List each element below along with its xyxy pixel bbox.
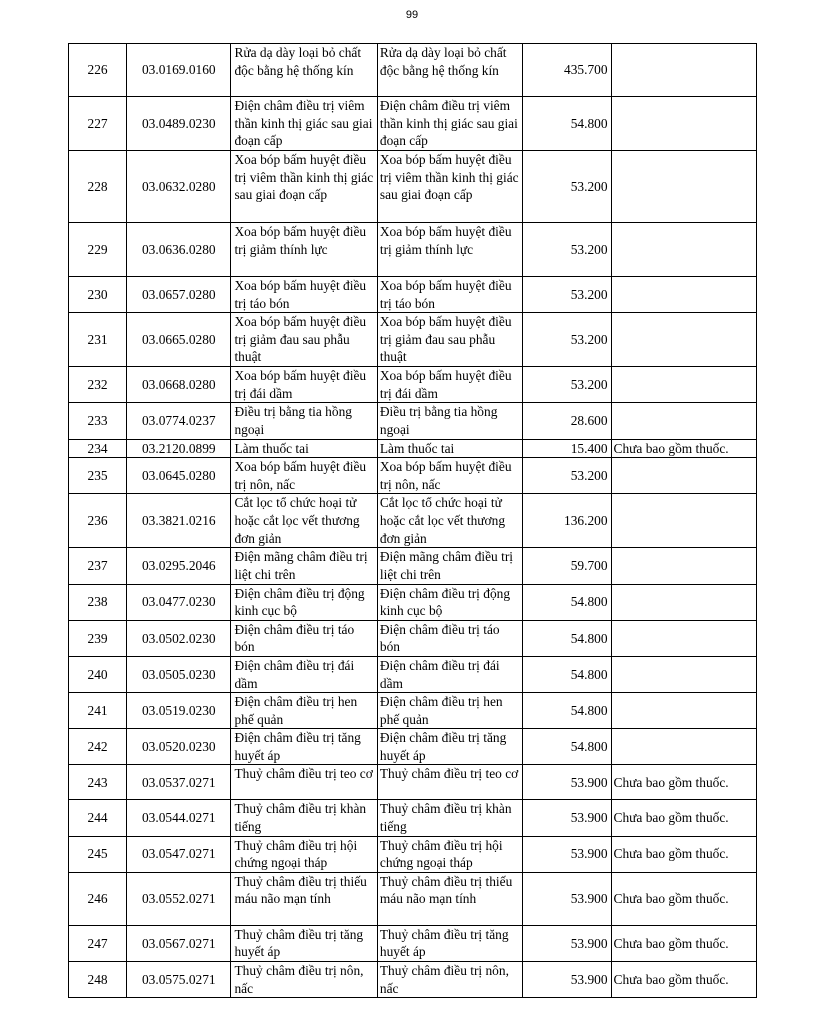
service-code-cell: 03.0774.0237 <box>127 403 231 439</box>
table-row <box>69 44 757 97</box>
row-number-cell: 242 <box>69 729 127 765</box>
note-cell <box>611 620 756 656</box>
table-row <box>69 439 757 458</box>
service-code-cell: 03.0295.2046 <box>127 548 231 584</box>
note-cell <box>611 494 756 548</box>
price-cell: 53.900 <box>523 836 611 872</box>
service-code-cell: 03.0636.0280 <box>127 223 231 277</box>
service-name-approved-cell: Xoa bóp bấm huyệt điều trị viêm thần kinh thị giác sau giai đoạn cấp <box>377 151 522 223</box>
note-cell <box>611 693 756 729</box>
table-row <box>69 693 757 729</box>
table-row <box>69 729 757 765</box>
note-cell: Chưa bao gồm thuốc. <box>611 962 756 998</box>
price-cell: 53.200 <box>523 367 611 403</box>
price-cell: 53.900 <box>523 872 611 925</box>
row-number-cell: 236 <box>69 494 127 548</box>
note-cell <box>611 277 756 313</box>
price-cell: 53.200 <box>523 313 611 367</box>
service-name-cell: Điện châm điều trị viêm thần kinh thị giác sau giai đoạn cấp <box>231 97 377 151</box>
row-number-cell: 243 <box>69 765 127 800</box>
table-row <box>69 494 757 548</box>
row-number-cell: 233 <box>69 403 127 439</box>
table-row <box>69 962 757 998</box>
service-code-cell: 03.2120.0899 <box>127 439 231 458</box>
service-name-approved-cell: Rửa dạ dày loại bỏ chất độc bằng hệ thống kín <box>377 44 522 97</box>
table-row <box>69 872 757 925</box>
price-cell: 54.800 <box>523 729 611 765</box>
table-row <box>69 620 757 656</box>
row-number-cell: 239 <box>69 620 127 656</box>
table-row <box>69 656 757 692</box>
service-name-cell: Xoa bóp bấm huyệt điều trị giảm thính lực <box>231 223 377 277</box>
service-code-cell: 03.0668.0280 <box>127 367 231 403</box>
row-number-cell: 240 <box>69 656 127 692</box>
table-row <box>69 367 757 403</box>
service-name-cell: Xoa bóp bấm huyệt điều trị viêm thần kinh thị giác sau giai đoạn cấp <box>231 151 377 223</box>
service-name-cell: Làm thuốc tai <box>231 439 377 458</box>
note-cell <box>611 584 756 620</box>
row-number-cell: 248 <box>69 962 127 998</box>
price-cell: 53.200 <box>523 458 611 494</box>
service-name-cell: Điều trị bằng tia hồng ngoại <box>231 403 377 439</box>
note-cell: Chưa bao gồm thuốc. <box>611 765 756 800</box>
price-cell: 136.200 <box>523 494 611 548</box>
service-name-approved-cell: Cắt lọc tổ chức hoại tử hoặc cắt lọc vết thương đơn giản <box>377 494 522 548</box>
service-code-cell: 03.3821.0216 <box>127 494 231 548</box>
row-number-cell: 241 <box>69 693 127 729</box>
note-cell <box>611 223 756 277</box>
note-cell <box>611 313 756 367</box>
service-name-approved-cell: Thuỷ châm điều trị thiếu máu não mạn tính <box>377 872 522 925</box>
service-name-approved-cell: Thuỷ châm điều trị hội chứng ngoại tháp <box>377 836 522 872</box>
row-number-cell: 228 <box>69 151 127 223</box>
price-table-body <box>69 44 757 998</box>
note-cell: Chưa bao gồm thuốc. <box>611 800 756 836</box>
service-name-cell: Thuỷ châm điều trị tăng huyết áp <box>231 925 377 961</box>
row-number-cell: 238 <box>69 584 127 620</box>
price-cell: 15.400 <box>523 439 611 458</box>
table-row <box>69 458 757 494</box>
row-number-cell: 226 <box>69 44 127 97</box>
service-name-approved-cell: Thuỷ châm điều trị nôn, nấc <box>377 962 522 998</box>
row-number-cell: 229 <box>69 223 127 277</box>
table-row <box>69 925 757 961</box>
page-number: 99 <box>405 9 419 21</box>
service-name-cell: Xoa bóp bấm huyệt điều trị đái dầm <box>231 367 377 403</box>
service-name-cell: Điện châm điều trị hen phế quản <box>231 693 377 729</box>
service-name-approved-cell: Thuỷ châm điều trị khàn tiếng <box>377 800 522 836</box>
table-row <box>69 313 757 367</box>
service-code-cell: 03.0544.0271 <box>127 800 231 836</box>
price-cell: 53.900 <box>523 765 611 800</box>
note-cell: Chưa bao gồm thuốc. <box>611 836 756 872</box>
row-number-cell: 231 <box>69 313 127 367</box>
service-name-cell: Điện châm điều trị táo bón <box>231 620 377 656</box>
service-name-approved-cell: Điện mãng châm điều trị liệt chi trên <box>377 548 522 584</box>
service-code-cell: 03.0519.0230 <box>127 693 231 729</box>
price-cell: 53.900 <box>523 800 611 836</box>
price-cell: 54.800 <box>523 656 611 692</box>
price-cell: 59.700 <box>523 548 611 584</box>
service-name-cell: Xoa bóp bấm huyệt điều trị giảm đau sau phẫu thuật <box>231 313 377 367</box>
service-name-approved-cell: Điện châm điều trị tăng huyết áp <box>377 729 522 765</box>
note-cell <box>611 458 756 494</box>
row-number-cell: 232 <box>69 367 127 403</box>
service-name-approved-cell: Điện châm điều trị hen phế quản <box>377 693 522 729</box>
table-row <box>69 836 757 872</box>
price-cell: 53.900 <box>523 925 611 961</box>
row-number-cell: 237 <box>69 548 127 584</box>
service-code-cell: 03.0632.0280 <box>127 151 231 223</box>
row-number-cell: 234 <box>69 439 127 458</box>
price-cell: 54.800 <box>523 584 611 620</box>
service-name-approved-cell: Điện châm điều trị động kinh cục bộ <box>377 584 522 620</box>
note-cell: Chưa bao gồm thuốc. <box>611 925 756 961</box>
service-code-cell: 03.0645.0280 <box>127 458 231 494</box>
row-number-cell: 246 <box>69 872 127 925</box>
service-code-cell: 03.0169.0160 <box>127 44 231 97</box>
note-cell <box>611 403 756 439</box>
table-row <box>69 223 757 277</box>
service-name-cell: Điện châm điều trị động kinh cục bộ <box>231 584 377 620</box>
service-name-cell: Thuỷ châm điều trị teo cơ <box>231 765 377 800</box>
service-name-approved-cell: Xoa bóp bấm huyệt điều trị giảm đau sau phẫu thuật <box>377 313 522 367</box>
service-name-approved-cell: Điều trị bằng tia hồng ngoại <box>377 403 522 439</box>
price-cell: 53.200 <box>523 223 611 277</box>
service-name-cell: Điện châm điều trị tăng huyết áp <box>231 729 377 765</box>
price-cell: 54.800 <box>523 693 611 729</box>
service-name-approved-cell: Xoa bóp bấm huyệt điều trị giảm thính lực <box>377 223 522 277</box>
service-name-approved-cell: Thuỷ châm điều trị teo cơ <box>377 765 522 800</box>
table-row <box>69 97 757 151</box>
note-cell <box>611 656 756 692</box>
note-cell <box>611 548 756 584</box>
service-name-approved-cell: Thuỷ châm điều trị tăng huyết áp <box>377 925 522 961</box>
note-cell <box>611 44 756 97</box>
service-name-cell: Thuỷ châm điều trị nôn, nấc <box>231 962 377 998</box>
service-name-cell: Điện mãng châm điều trị liệt chi trên <box>231 548 377 584</box>
note-cell <box>611 151 756 223</box>
table-row <box>69 403 757 439</box>
service-code-cell: 03.0567.0271 <box>127 925 231 961</box>
service-code-cell: 03.0575.0271 <box>127 962 231 998</box>
row-number-cell: 230 <box>69 277 127 313</box>
service-code-cell: 03.0665.0280 <box>127 313 231 367</box>
service-code-cell: 03.0505.0230 <box>127 656 231 692</box>
note-cell <box>611 729 756 765</box>
row-number-cell: 245 <box>69 836 127 872</box>
price-cell: 435.700 <box>523 44 611 97</box>
service-name-approved-cell: Làm thuốc tai <box>377 439 522 458</box>
note-cell: Chưa bao gồm thuốc. <box>611 439 756 458</box>
service-code-cell: 03.0520.0230 <box>127 729 231 765</box>
service-code-cell: 03.0552.0271 <box>127 872 231 925</box>
service-name-cell: Thuỷ châm điều trị thiếu máu não mạn tính <box>231 872 377 925</box>
table-row <box>69 765 757 800</box>
service-name-cell: Xoa bóp bấm huyệt điều trị táo bón <box>231 277 377 313</box>
row-number-cell: 235 <box>69 458 127 494</box>
table-row <box>69 277 757 313</box>
table-row <box>69 548 757 584</box>
price-cell: 53.200 <box>523 277 611 313</box>
service-code-cell: 03.0477.0230 <box>127 584 231 620</box>
service-name-approved-cell: Điện châm điều trị viêm thần kinh thị giác sau giai đoạn cấp <box>377 97 522 151</box>
service-name-cell: Thuỷ châm điều trị hội chứng ngoại tháp <box>231 836 377 872</box>
price-cell: 54.800 <box>523 620 611 656</box>
service-code-cell: 03.0657.0280 <box>127 277 231 313</box>
service-name-cell: Rửa dạ dày loại bỏ chất độc bằng hệ thống kín <box>231 44 377 97</box>
service-name-cell: Điện châm điều trị đái dầm <box>231 656 377 692</box>
service-name-approved-cell: Xoa bóp bấm huyệt điều trị đái dầm <box>377 367 522 403</box>
row-number-cell: 227 <box>69 97 127 151</box>
table-row <box>69 151 757 223</box>
price-cell: 53.200 <box>523 151 611 223</box>
note-cell: Chưa bao gồm thuốc. <box>611 872 756 925</box>
service-name-approved-cell: Điện châm điều trị đái dầm <box>377 656 522 692</box>
table-row <box>69 584 757 620</box>
price-table <box>68 43 757 998</box>
service-name-approved-cell: Xoa bóp bấm huyệt điều trị nôn, nấc <box>377 458 522 494</box>
price-cell: 28.600 <box>523 403 611 439</box>
service-name-approved-cell: Xoa bóp bấm huyệt điều trị táo bón <box>377 277 522 313</box>
service-code-cell: 03.0537.0271 <box>127 765 231 800</box>
price-cell: 53.900 <box>523 962 611 998</box>
row-number-cell: 244 <box>69 800 127 836</box>
service-name-approved-cell: Điện châm điều trị táo bón <box>377 620 522 656</box>
service-code-cell: 03.0547.0271 <box>127 836 231 872</box>
service-name-cell: Xoa bóp bấm huyệt điều trị nôn, nấc <box>231 458 377 494</box>
table-row <box>69 800 757 836</box>
service-name-cell: Thuỷ châm điều trị khàn tiếng <box>231 800 377 836</box>
note-cell <box>611 367 756 403</box>
note-cell <box>611 97 756 151</box>
service-name-cell: Cắt lọc tổ chức hoại tử hoặc cắt lọc vết thương đơn giản <box>231 494 377 548</box>
service-code-cell: 03.0502.0230 <box>127 620 231 656</box>
price-cell: 54.800 <box>523 97 611 151</box>
service-code-cell: 03.0489.0230 <box>127 97 231 151</box>
row-number-cell: 247 <box>69 925 127 961</box>
